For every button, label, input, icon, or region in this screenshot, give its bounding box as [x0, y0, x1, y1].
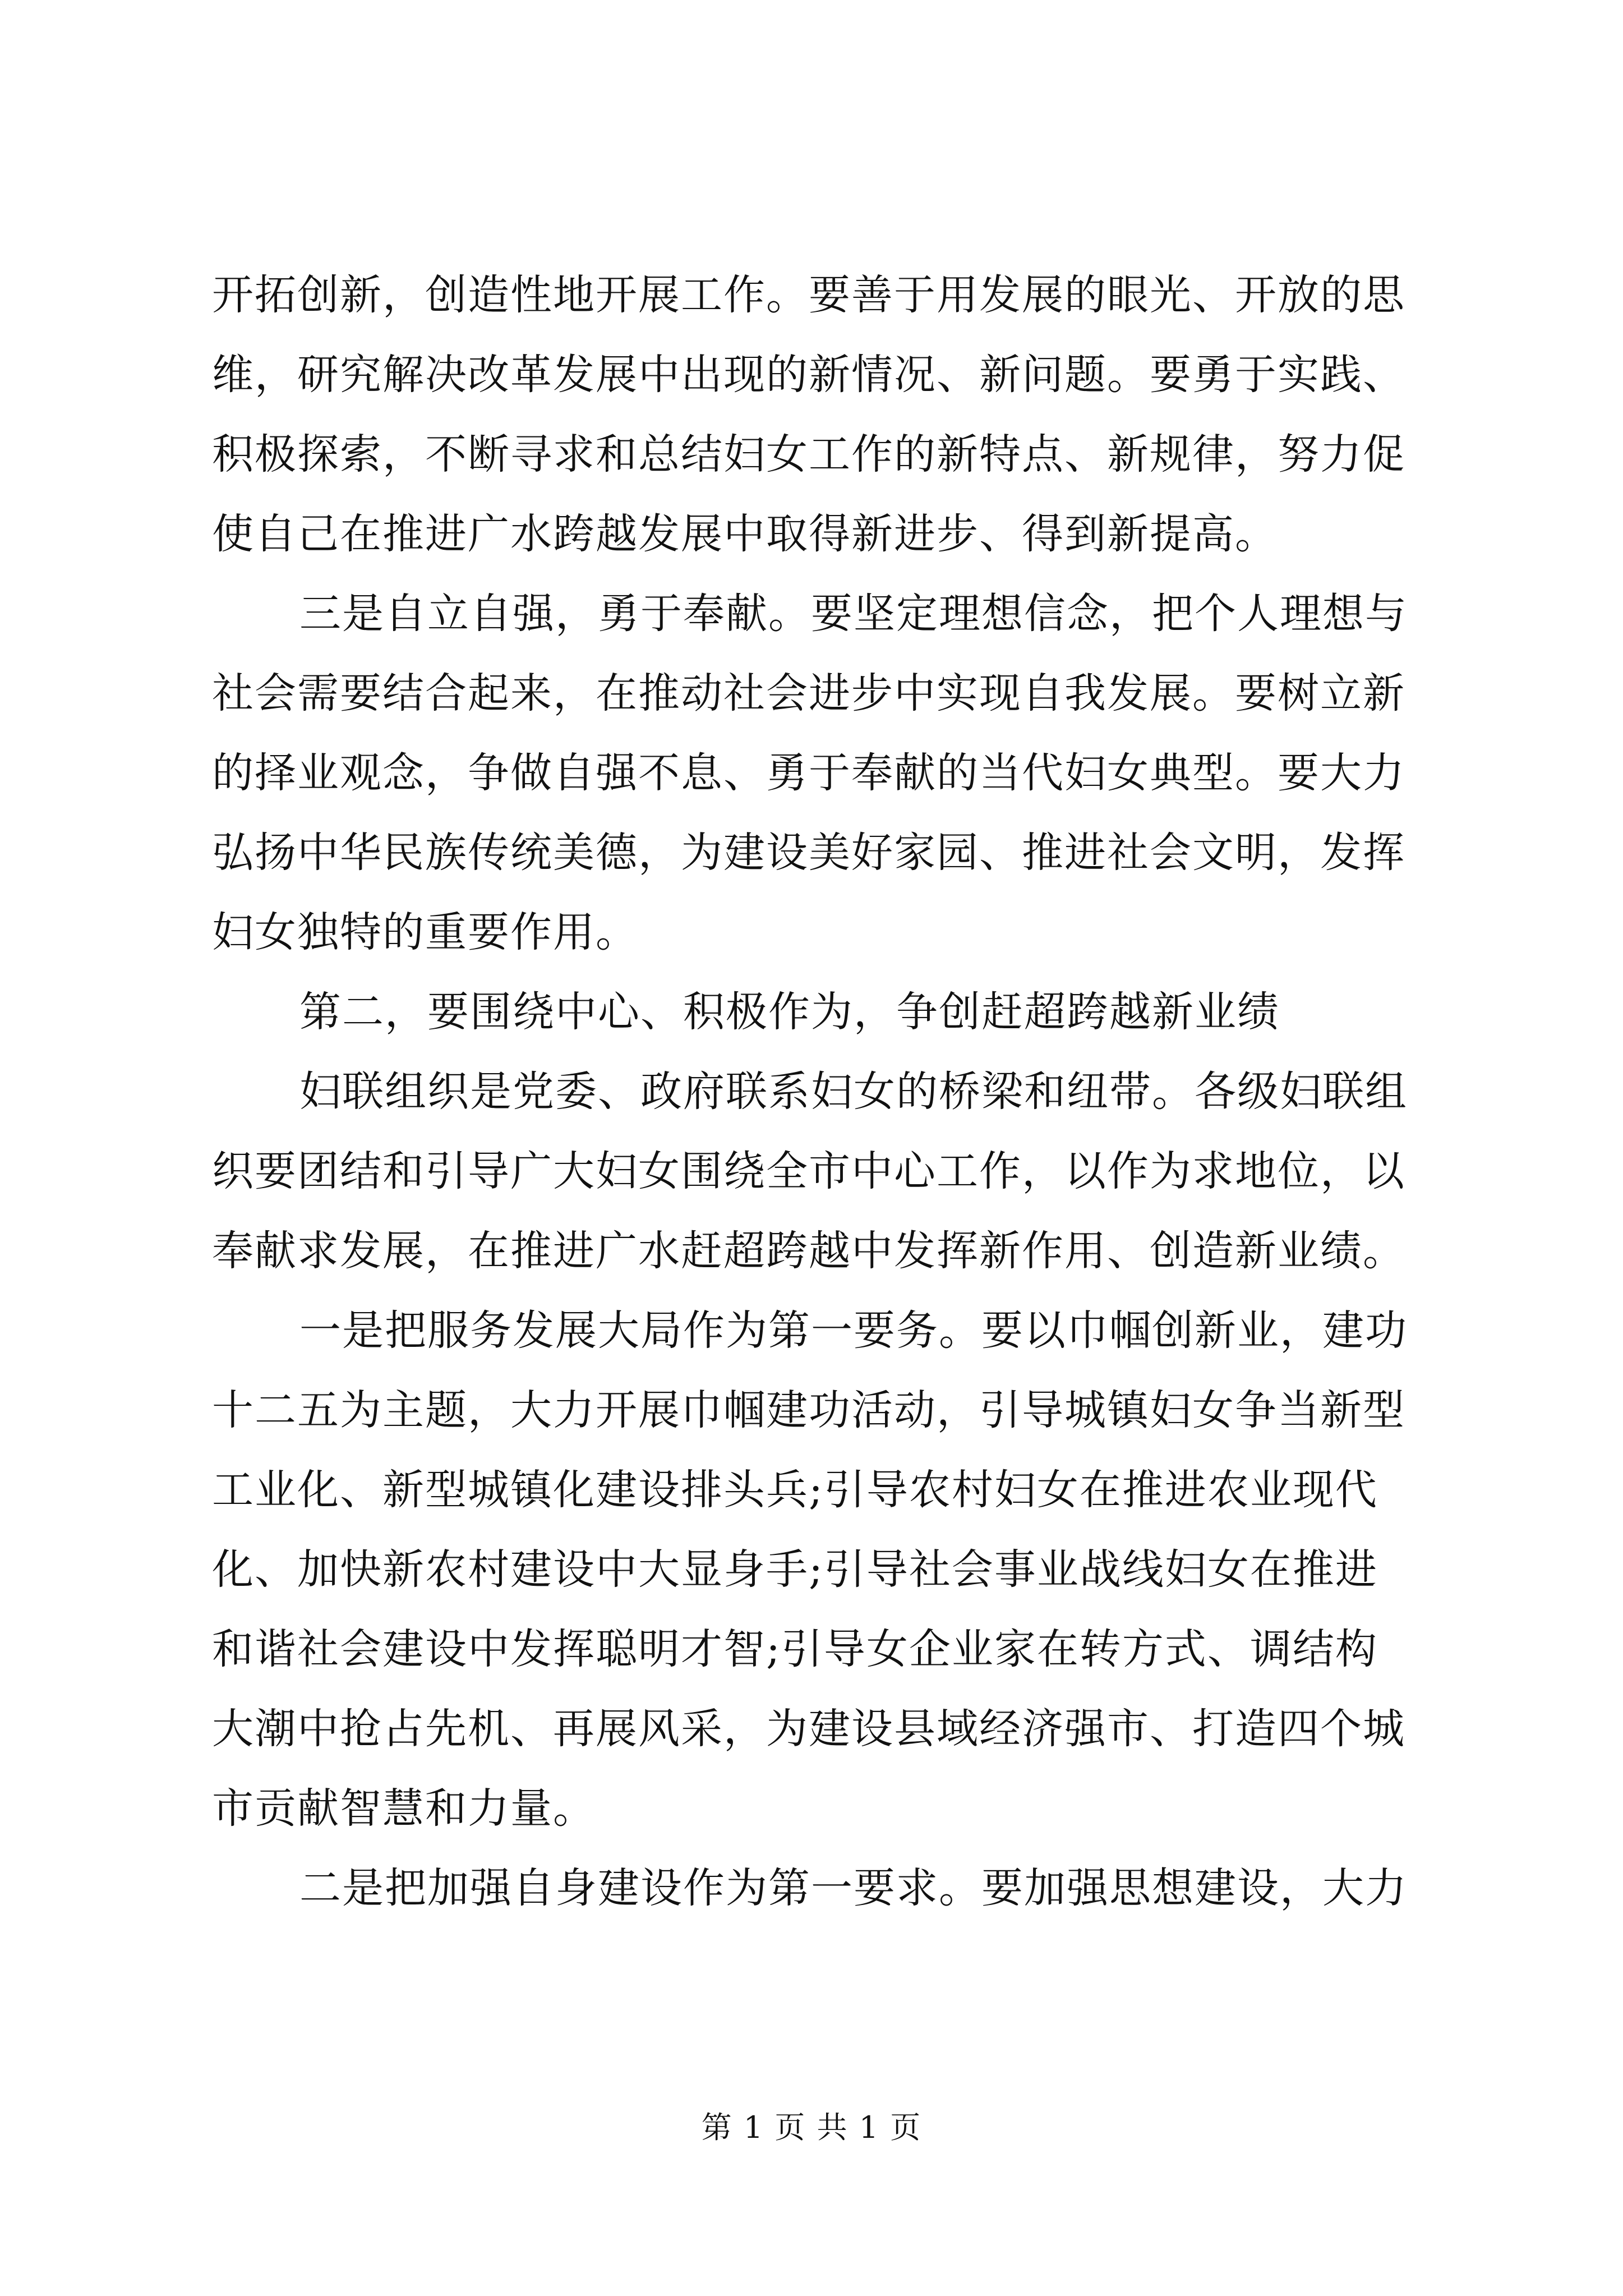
- text-line: 社会需要结合起来，在推动社会进步中实现自我发展。要树立新: [212, 669, 1405, 717]
- text-line: 妇女独特的重要作用。: [212, 908, 638, 956]
- text-line: 二是把加强自身建设作为第一要求。要加强思想建设，大力: [299, 1864, 1408, 1912]
- text-line: 积极探索，不断寻求和总结妇女工作的新特点、新规律，努力促: [212, 430, 1405, 478]
- text-line: 大潮中抢占先机、再展风采，为建设县域经济强市、打造四个城: [212, 1705, 1405, 1753]
- document-body: [212, 255, 1418, 1928]
- text-line: 的择业观念，争做自强不息、勇于奉献的当代妇女典型。要大力: [212, 749, 1405, 797]
- text-line: 奉献求发展，在推进广水赶超跨越中发挥新作用、创造新业绩。: [212, 1227, 1405, 1275]
- text-line: 弘扬中华民族传统美德，为建设美好家园、推进社会文明，发挥: [212, 829, 1405, 877]
- text-line: 一是把服务发展大局作为第一要务。要以巾帼创新业，建功: [299, 1306, 1408, 1355]
- text-line: 维，研究解决改革发展中出现的新情况、新问题。要勇于实践、: [212, 351, 1405, 399]
- text-line: 织要团结和引导广大妇女围绕全市中心工作，以作为求地位，以: [212, 1147, 1405, 1195]
- text-line: 使自己在推进广水跨越发展中取得新进步、得到新提高。: [212, 510, 1278, 558]
- text-line: 化、加快新农村建设中大显身手;引导社会事业战线妇女在推进: [212, 1545, 1378, 1594]
- page-footer: 第 1 页 共 1 页: [701, 2110, 922, 2145]
- text-line: 开拓创新，创造性地开展工作。要善于用发展的眼光、开放的思: [212, 271, 1405, 319]
- text-line: 和谐社会建设中发挥聪明才智;引导女企业家在转方式、调结构: [212, 1625, 1378, 1673]
- text-line: 三是自立自强，勇于奉献。要坚定理想信念，把个人理想与: [299, 590, 1408, 638]
- text-line: 工业化、新型城镇化建设排头兵;引导农村妇女在推进农业现代: [212, 1466, 1378, 1514]
- text-line: 妇联组织是党委、政府联系妇女的桥梁和纽带。各级妇联组: [299, 1068, 1408, 1116]
- text-line: 十二五为主题，大力开展巾帼建功活动，引导城镇妇女争当新型: [212, 1386, 1405, 1434]
- text-line: 市贡献智慧和力量。: [212, 1784, 596, 1833]
- text-line: 第二，要围绕中心、积极作为，争创赶超跨越新业绩: [299, 988, 1280, 1036]
